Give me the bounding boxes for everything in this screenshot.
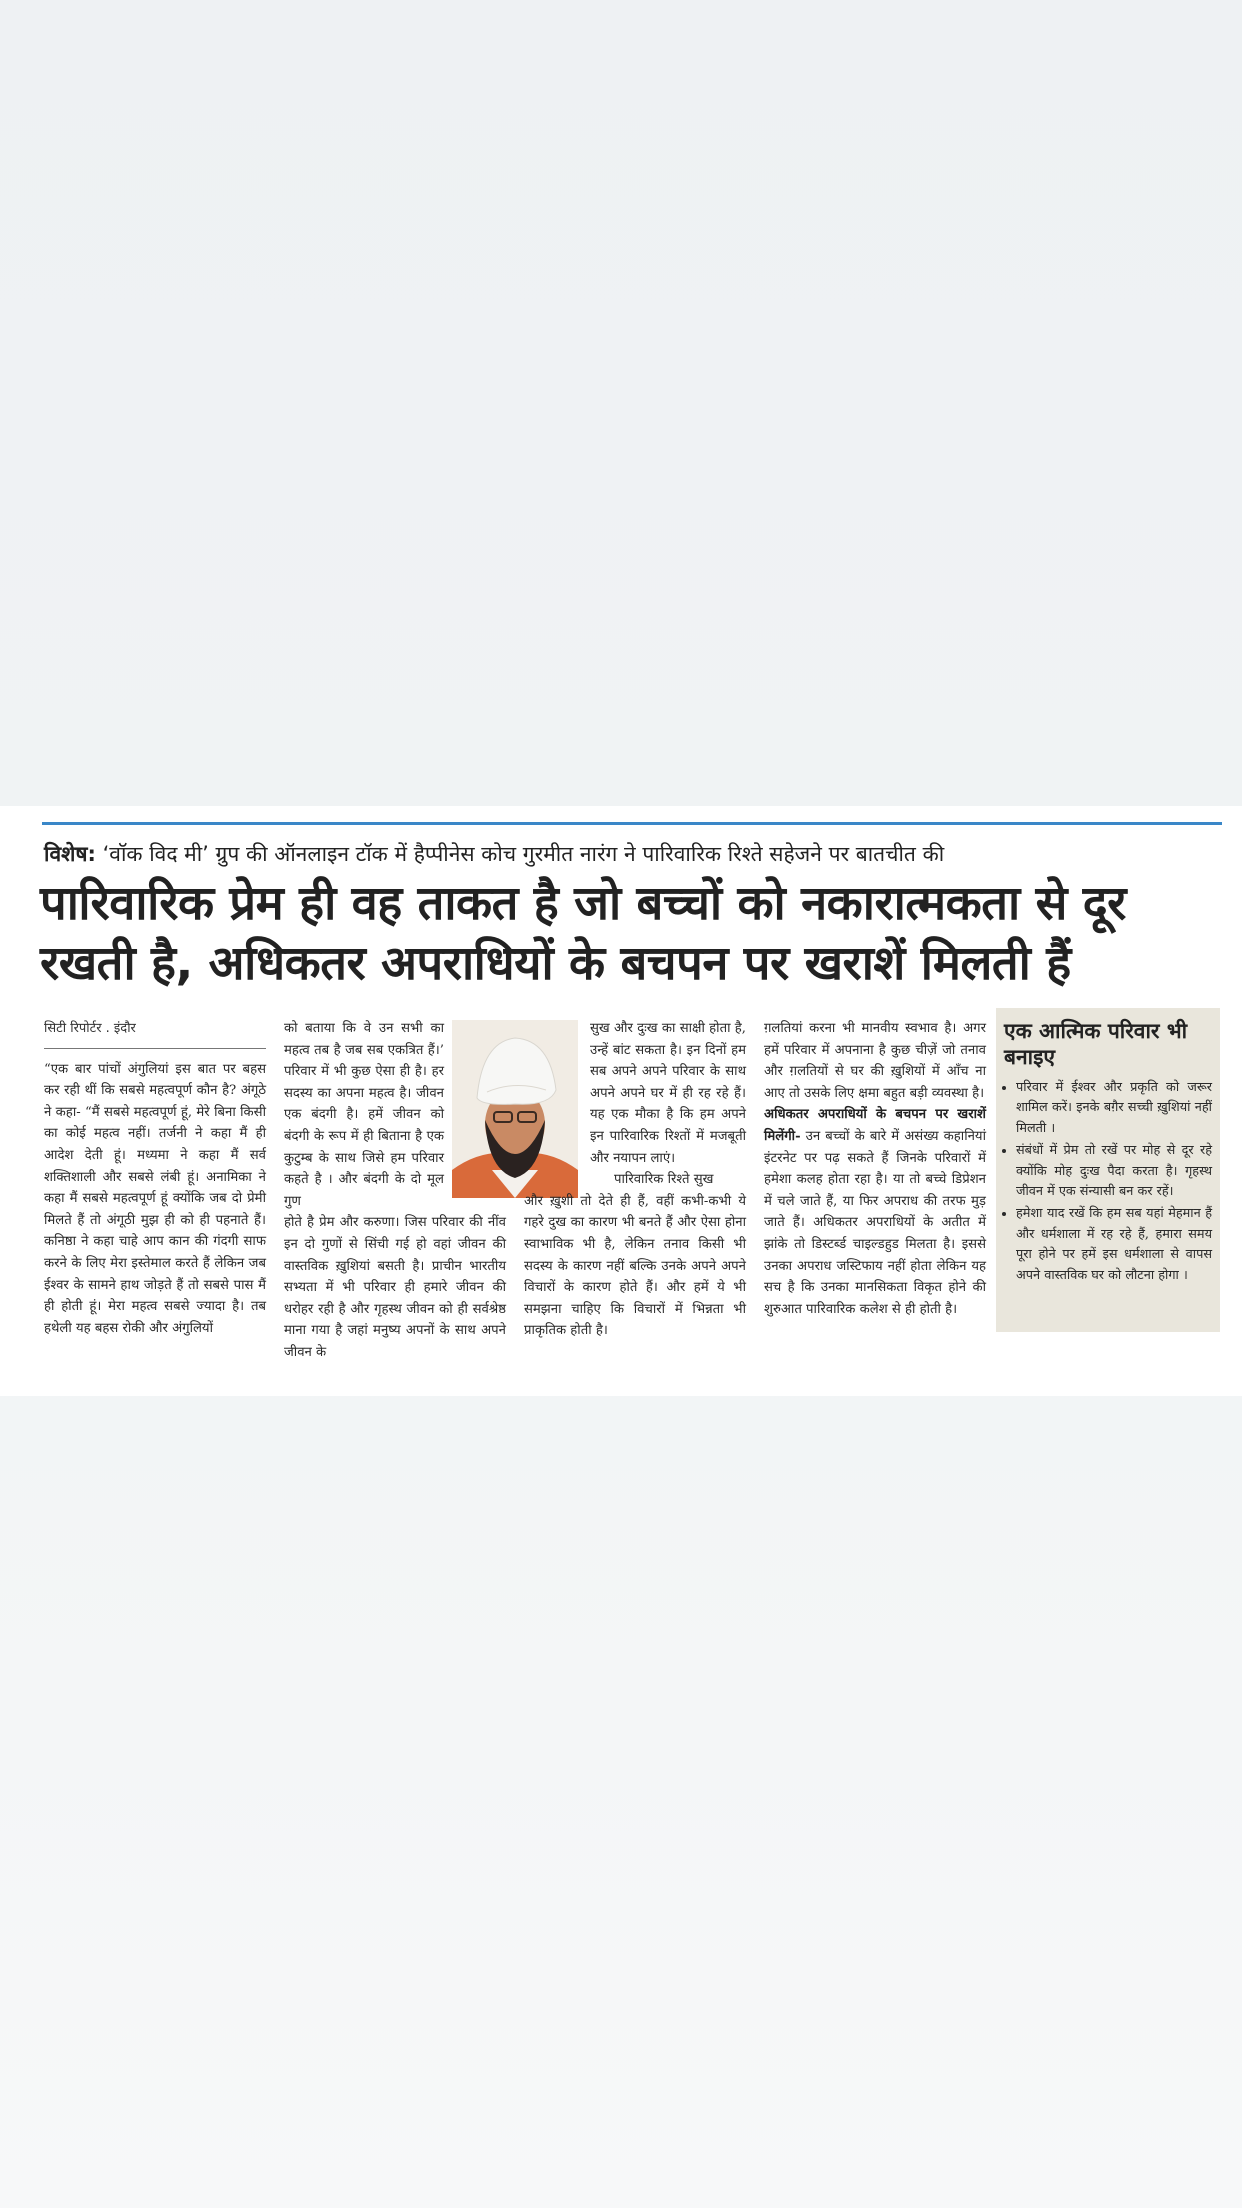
column-4-section [764, 1104, 986, 1320]
top-rule [42, 822, 1222, 825]
sidebar-item: • हमेशा याद रखें कि हम सब यहां मेहमान हैं और धर्मशाला में रह रहे हैं, हमारा समय पूरा होने पर हमें इस धर्मशाला से वापस अपने वास्तविक घर को लौटना होगा । [1016, 1204, 1212, 1286]
column-4 [764, 1018, 986, 1320]
sidebar-item: • परिवार में ईश्वर और प्रकृति को जरूर शामिल करें। इनके बग़ैर सच्ची ख़ुशियां नहीं मिलती । [1016, 1078, 1212, 1139]
kicker-text: ‘वॉक विद मी’ ग्रुप की ऑनलाइन टॉक में हैप्पीनेस कोच गुरमीत नारंग ने पारिवारिक रिश्ते सहेजने पर बातचीत की [102, 842, 945, 866]
column-4-subhead: अधिकतर अपराधियों के बचपन पर खराशें मिलेंगी- [764, 1107, 986, 1144]
column-2-bottom-text: होते है प्रेम और करुणा। जिस परिवार की नींव इन दो गुणों से सिंची गई हो वहां जीवन की वास्तविक ख़ुशियां बसती है। प्राचीन भारतीय सभ्यता में भी परिवार ही हमारे जीवन की धरोहर रही है और गृहस्थ जीवन को ही सर्वश्रेष्ठ माना गया है जहां मनुष्य अपनों के साथ अपने जीवन के [284, 1215, 506, 1360]
headline [40, 874, 1220, 994]
sidebar-item: • संबंधों में प्रेम तो रखें पर मोह से दूर रहे क्योंकि मोह दुःख पैदा करता है। गृहस्थ जीवन में एक संन्यासी बन कर रहें। [1016, 1141, 1212, 1202]
kicker-line [44, 840, 1214, 868]
column-3 [524, 1018, 746, 1342]
headline-line-2: रखती है, अधिकतर अपराधियों के बचपन पर खराशें मिलती हैं [40, 936, 1071, 991]
sidebar-list [1004, 1078, 1212, 1286]
kicker-label: विशेष: [44, 842, 96, 866]
newspaper-clipping [0, 806, 1242, 1396]
byline: सिटी रिपोर्टर . इंदौर [44, 1018, 266, 1049]
column-4-top-text: ग़लतियां करना भी मानवीय स्वभाव है। अगर हमें परिवार में अपनाना है कुछ चीज़ें जो तनाव और ग़लतियों से घर की ख़ुशियों में आँच ना आए तो उसके लिए क्षमा बहुत बड़ी व्यवस्था है। [764, 1021, 986, 1101]
column-3-top-text [590, 1018, 746, 1191]
column-3-bottom-text: और ख़ुशी तो देते ही हैं, वहीं कभी-कभी ये गहरे दुख का कारण भी बनते हैं और ऐसा होना स्वाभाविक भी है, लेकिन तनाव किसी भी सदस्य के कारण नहीं बल्कि उनके अपने अपने विचारों के कारण होते हैं। और हमें ये भी समझना चाहिए कि विचारों में भिन्नता भी प्राकृतिक होती है। [524, 1193, 746, 1339]
sidebar-title: एक आत्मिक परिवार भी बनाइए [1004, 1019, 1188, 1069]
column-2-top-text: को बताया कि वे उन सभी का महत्व तब है जब सब एकत्रित हैं।’ परिवार में भी कुछ ऐसा ही है। हर सदस्य का अपना महत्व है। जीवन एक बंदगी है। हमें जीवन को बंदगी के रूप में ही बिताना है एक कुटुम्ब के साथ जिसे हम परिवार कहते है । और बंदगी के दो मूल गुण [284, 1021, 444, 1209]
column-3-paragraph-1: सुख और दुःख का साक्षी होता है, उन्हें बांट सकता है। इन दिनों हम सब अपने अपने परिवार के साथ अपने अपने घर में ही रह रहे हैं। यह एक मौका है कि हम अपने इन पारिवारिक रिश्तों में मजबूती और नयापन लाएं। [590, 1021, 746, 1166]
column-4-bottom-text: उन बच्चों के बारे में असंख्य कहानियां इंटरनेट पर पढ़ सकते हैं जिनके परिवारों में हमेशा कलह होता रहा है। या तो बच्चे डिप्रेशन में चले जाते हैं, या फिर अपराध की तरफ मुड़ जाते हैं। अधिकतर अपराधियों के अतीत में झांके तो डिस्टर्ब्ड चाइल्डहुड मिलता है। इससे उनका अपराध जस्टिफाय नहीं होता लेकिन यह सच है कि उनका मानसिकता विकृत होने की शुरुआत पारिवारिक कलेश से ही होती है। [764, 1128, 986, 1317]
column-1 [44, 1018, 266, 1339]
column-3-paragraph-2: पारिवारिक रिश्ते सुख [614, 1172, 714, 1188]
column-1-text: “एक बार पांचों अंगुलियां इस बात पर बहस कर रही थीं कि सबसे महत्वपूर्ण कौन है? अंगूठे ने कहा- “मैं सबसे महत्वपूर्ण हूं, मेरे बिना किसी का कोई महत्व नहीं। तर्जनी ने कहा मैं ही आदेश देती हूं। मध्यमा ने कहा मैं सर्व शक्तिशाली और सबसे लंबी हूं। अनामिका ने कहा मैं सबसे महत्वपूर्ण हूं क्योंकि जब दो प्रेमी मिलते हैं तो अंगूठी मुझ ही को ही पहनाते हैं। कनिष्ठा ने कहा चाहे आप कान की गंदगी साफ करने के लिए मेरा इस्तेमाल करते हैं लेकिन जब ईश्वर के सामने हाथ जोड़ते हैं तो सबसे पास मैं ही होती हूं। मेरा महत्व सबसे ज्यादा है। तब हथेली यह बहस रोकी और अंगुलियों [44, 1061, 266, 1336]
sidebar-box [996, 1008, 1220, 1332]
headline-line-1: पारिवारिक प्रेम ही वह ताकत है जो बच्चों को नकारात्मकता से दूर [40, 876, 1126, 931]
